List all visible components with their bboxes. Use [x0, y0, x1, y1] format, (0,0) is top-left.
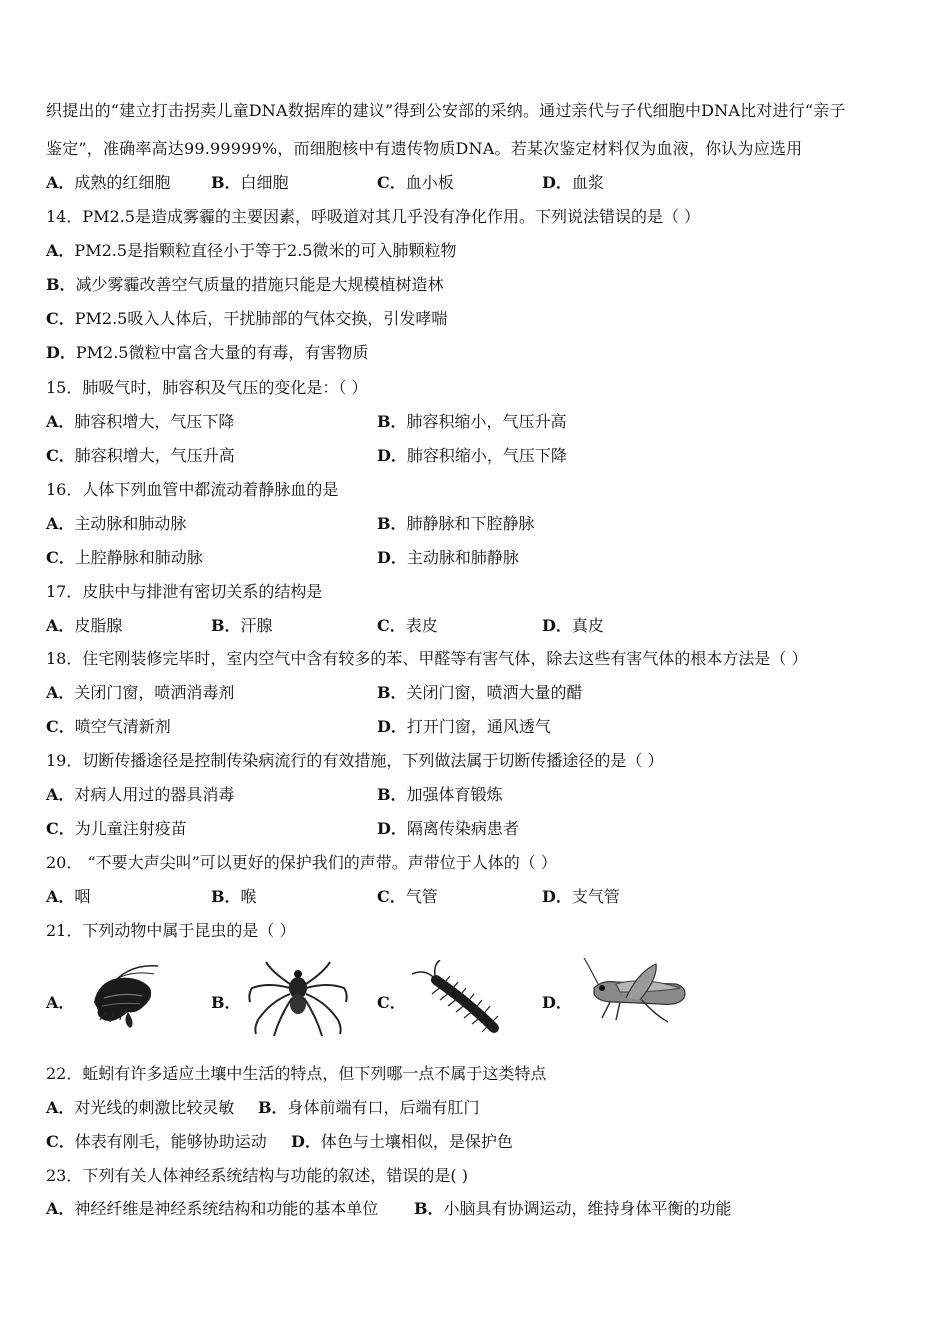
- q21-stem: 21．下列动物中属于昆虫的是（ ）: [46, 921, 296, 940]
- q19-option-b: B．加强体育锻炼: [377, 785, 503, 804]
- q18-option-d: D．打开门窗，通风透气: [377, 717, 551, 736]
- q16-option-c: C．上腔静脉和肺动脉: [46, 548, 203, 567]
- centipede-icon: [406, 960, 506, 1036]
- q13-option-c: C．血小板: [377, 173, 454, 192]
- q18-option-c: C．喷空气清新剂: [46, 717, 171, 736]
- q13-stem-line2: 鉴定”，准确率高达99.99999%，而细胞核中有遗传物质DNA。若某次鉴定材料仅为血液，你认为应选用: [46, 139, 803, 158]
- q22-option-d: D．体色与土壤相似，是保护色: [291, 1132, 513, 1151]
- q19-option-d: D．隔离传染病患者: [377, 819, 519, 838]
- q14-option-d: D．PM2.5微粒中富含大量的有毒，有害物质: [46, 343, 369, 362]
- q13-option-b: B．白细胞: [211, 173, 289, 192]
- q15-option-b: B．肺容积缩小，气压升高: [377, 412, 567, 431]
- q16-stem: 16．人体下列血管中都流动着静脉血的是: [46, 480, 339, 499]
- q14-option-a: A．PM2.5是指颗粒直径小于等于2.5微米的可入肺颗粒物: [46, 241, 457, 260]
- q18-stem: 18．住宅刚装修完毕时，室内空气中含有较多的苯、甲醛等有害气体，除去这些有害气体的根本方法是（ ）: [46, 649, 808, 668]
- q21-option-c-label: C．: [377, 993, 406, 1012]
- q15-stem: 15．肺吸气时，肺容积及气压的变化是：（ ）: [46, 378, 368, 397]
- shrimp-icon: [84, 962, 162, 1030]
- q22-option-c: C．体表有刚毛，能够协助运动: [46, 1132, 267, 1151]
- q19-option-c: C．为儿童注射疫苗: [46, 819, 187, 838]
- spider-icon: [244, 958, 352, 1038]
- q17-option-c: C．表皮: [377, 616, 438, 635]
- q19-option-a: A．对病人用过的器具消毒: [46, 785, 235, 804]
- grasshopper-icon: [580, 958, 692, 1030]
- q15-option-c: C．肺容积增大，气压升高: [46, 446, 235, 465]
- q20-stem: 20． “不要大声尖叫”可以更好的保护我们的声带。声带位于人体的（ ）: [46, 853, 557, 872]
- q23-stem: 23．下列有关人体神经系统结构与功能的叙述，错误的是( ): [46, 1166, 468, 1185]
- q18-option-a: A．关闭门窗，喷洒消毒剂: [46, 683, 235, 702]
- q18-option-b: B．关闭门窗，喷洒大量的醋: [377, 683, 583, 702]
- q21-option-b-label: B．: [211, 993, 241, 1012]
- q23-option-a: A．神经纤维是神经系统结构和功能的基本单位: [46, 1199, 379, 1218]
- q15-option-d: D．肺容积缩小，气压下降: [377, 446, 567, 465]
- q22-option-a: A．对光线的刺激比较灵敏: [46, 1098, 235, 1117]
- q16-option-a: A．主动脉和肺动脉: [46, 514, 187, 533]
- q14-stem: 14．PM2.5是造成雾霾的主要因素，呼吸道对其几乎没有净化作用。下列说法错误的是（ ）: [46, 207, 701, 226]
- q17-stem: 17．皮肤中与排泄有密切关系的结构是: [46, 582, 323, 601]
- q13-option-a: A．成熟的红细胞: [46, 173, 171, 192]
- q20-option-a: A．咽: [46, 887, 91, 906]
- q16-option-b: B．肺静脉和下腔静脉: [377, 514, 535, 533]
- q13-option-d: D．血浆: [542, 173, 604, 192]
- q19-stem: 19．切断传播途径是控制传染病流行的有效措施，下列做法属于切断传播途径的是（ ）: [46, 751, 664, 770]
- q13-stem-line1: 织提出的“建立打击拐卖儿童DNA数据库的建议”得到公安部的采纳。通过亲代与子代细胞中DNA比对进行“亲子: [46, 101, 846, 120]
- q15-option-a: A．肺容积增大，气压下降: [46, 412, 235, 431]
- q17-option-b: B．汗腺: [211, 616, 273, 635]
- q14-option-b: B．减少雾霾改善空气质量的措施只能是大规模植树造林: [46, 275, 444, 294]
- q16-option-d: D．主动脉和肺静脉: [377, 548, 519, 567]
- q22-option-b: B．身体前端有口，后端有肛门: [258, 1098, 480, 1117]
- q23-option-b: B．小脑具有协调运动，维持身体平衡的功能: [414, 1199, 732, 1218]
- q20-option-b: B．喉: [211, 887, 257, 906]
- q22-stem: 22．蚯蚓有许多适应土壤中生活的特点，但下列哪一点不属于这类特点: [46, 1064, 547, 1083]
- q21-option-a-label: A．: [46, 993, 75, 1012]
- q20-option-c: C．气管: [377, 887, 438, 906]
- q17-option-a: A．皮脂腺: [46, 616, 123, 635]
- q14-option-c: C．PM2.5吸入人体后，干扰肺部的气体交换，引发哮喘: [46, 309, 448, 328]
- q20-option-d: D．支气管: [542, 887, 620, 906]
- q17-option-d: D．真皮: [542, 616, 604, 635]
- q21-option-d-label: D．: [542, 993, 572, 1012]
